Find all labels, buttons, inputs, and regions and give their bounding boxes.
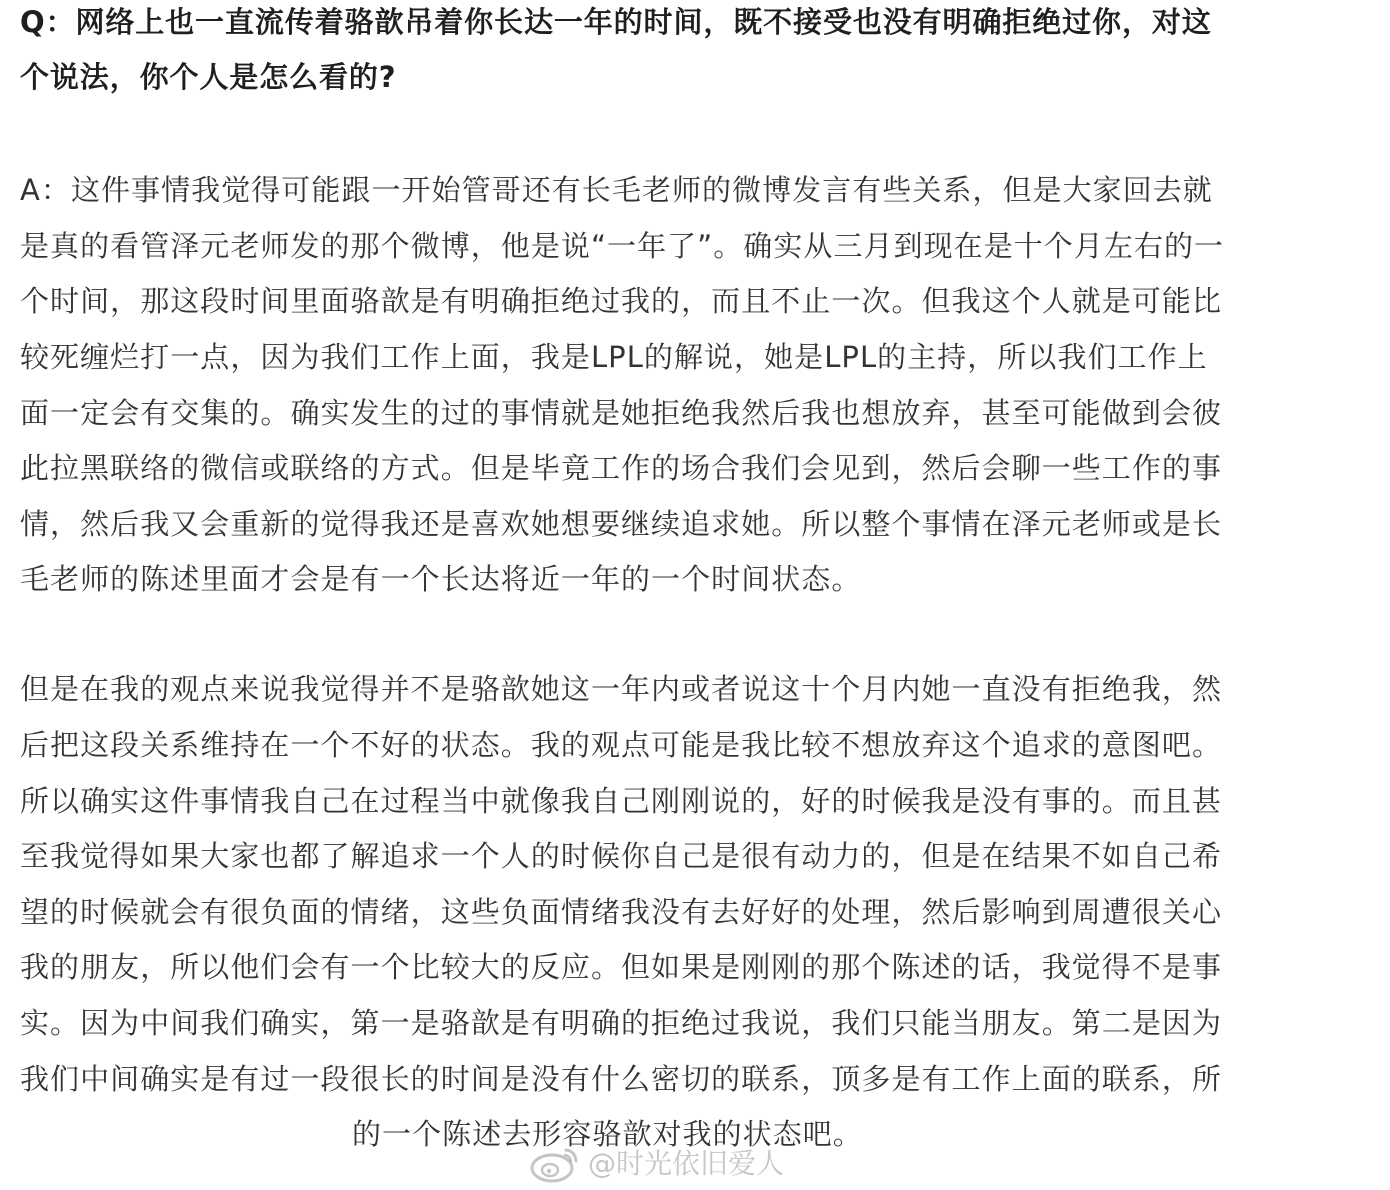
answer-p2-line-9: 的一个陈述去形容骆歆对我的状态吧。 [352, 1117, 863, 1151]
answer-p2-line-5: 望的时候就会有很负面的情绪，这些负面情绪我没有去好好的处理，然后影响到周遭很关心 [20, 895, 1223, 929]
answer-p2-line-3: 所以确实这件事情我自己在过程当中就像我自己刚刚说的，好的时候我是没有事的。而且甚 [20, 784, 1223, 818]
watermark-text: @时光依旧爱人 [588, 1147, 785, 1180]
weibo-icon [528, 1144, 580, 1184]
answer-p2-line-6: 我的朋友，所以他们会有一个比较大的反应。但如果是刚刚的那个陈述的话，我觉得不是事 [20, 950, 1223, 984]
watermark [528, 1140, 784, 1188]
answer-p1-line-8: 毛老师的陈述里面才会是有一个长达将近一年的一个时间状态。 [20, 562, 862, 596]
answer-p1-line-3: 个时间，那这段时间里面骆歆是有明确拒绝过我的，而且不止一次。但我这个人就是可能比 [20, 284, 1223, 318]
answer-p2-line-1: 但是在我的观点来说我觉得并不是骆歆她这一年内或者说这十个月内她一直没有拒绝我，然 [20, 672, 1223, 706]
answer-p1-line-2: 是真的看管泽元老师发的那个微博，他是说“一年了”。确实从三月到现在是十个月左右的一 [20, 229, 1225, 263]
answer-p2-line-8: 我们中间确实是有过一段很长的时间是没有什么密切的联系，顶多是有工作上面的联系，所 [20, 1062, 1223, 1096]
question-line-1: Q：网络上也一直流传着骆歆吊着你长达一年的时间，既不接受也没有明确拒绝过你，对这 [20, 5, 1212, 39]
answer-p2-line-2: 后把这段关系维持在一个不好的状态。我的观点可能是我比较不想放弃这个追求的意图吧。 [20, 728, 1223, 762]
answer-p1-line-7: 情，然后我又会重新的觉得我还是喜欢她想要继续追求她。所以整个事情在泽元老师或是长 [20, 507, 1223, 541]
answer-p2-line-4: 至我觉得如果大家也都了解追求一个人的时候你自己是很有动力的，但是在结果不如自己希 [20, 839, 1223, 873]
answer-p1-line-1: A：这件事情我觉得可能跟一开始管哥还有长毛老师的微博发言有些关系，但是大家回去就 [20, 173, 1213, 207]
answer-p1-line-6: 此拉黑联络的微信或联络的方式。但是毕竟工作的场合我们会见到，然后会聊一些工作的事 [20, 451, 1223, 485]
answer-p2-line-7: 实。因为中间我们确实，第一是骆歆是有明确的拒绝过我说，我们只能当朋友。第二是因为 [20, 1006, 1223, 1040]
answer-p1-line-4: 较死缠烂打一点，因为我们工作上面，我是LPL的解说，她是LPL的主持，所以我们工作上 [20, 340, 1208, 374]
question-line-2: 个说法，你个人是怎么看的? [20, 60, 397, 94]
answer-p1-line-5: 面一定会有交集的。确实发生的过的事情就是她拒绝我然后我也想放弃，甚至可能做到会彼 [20, 396, 1223, 430]
